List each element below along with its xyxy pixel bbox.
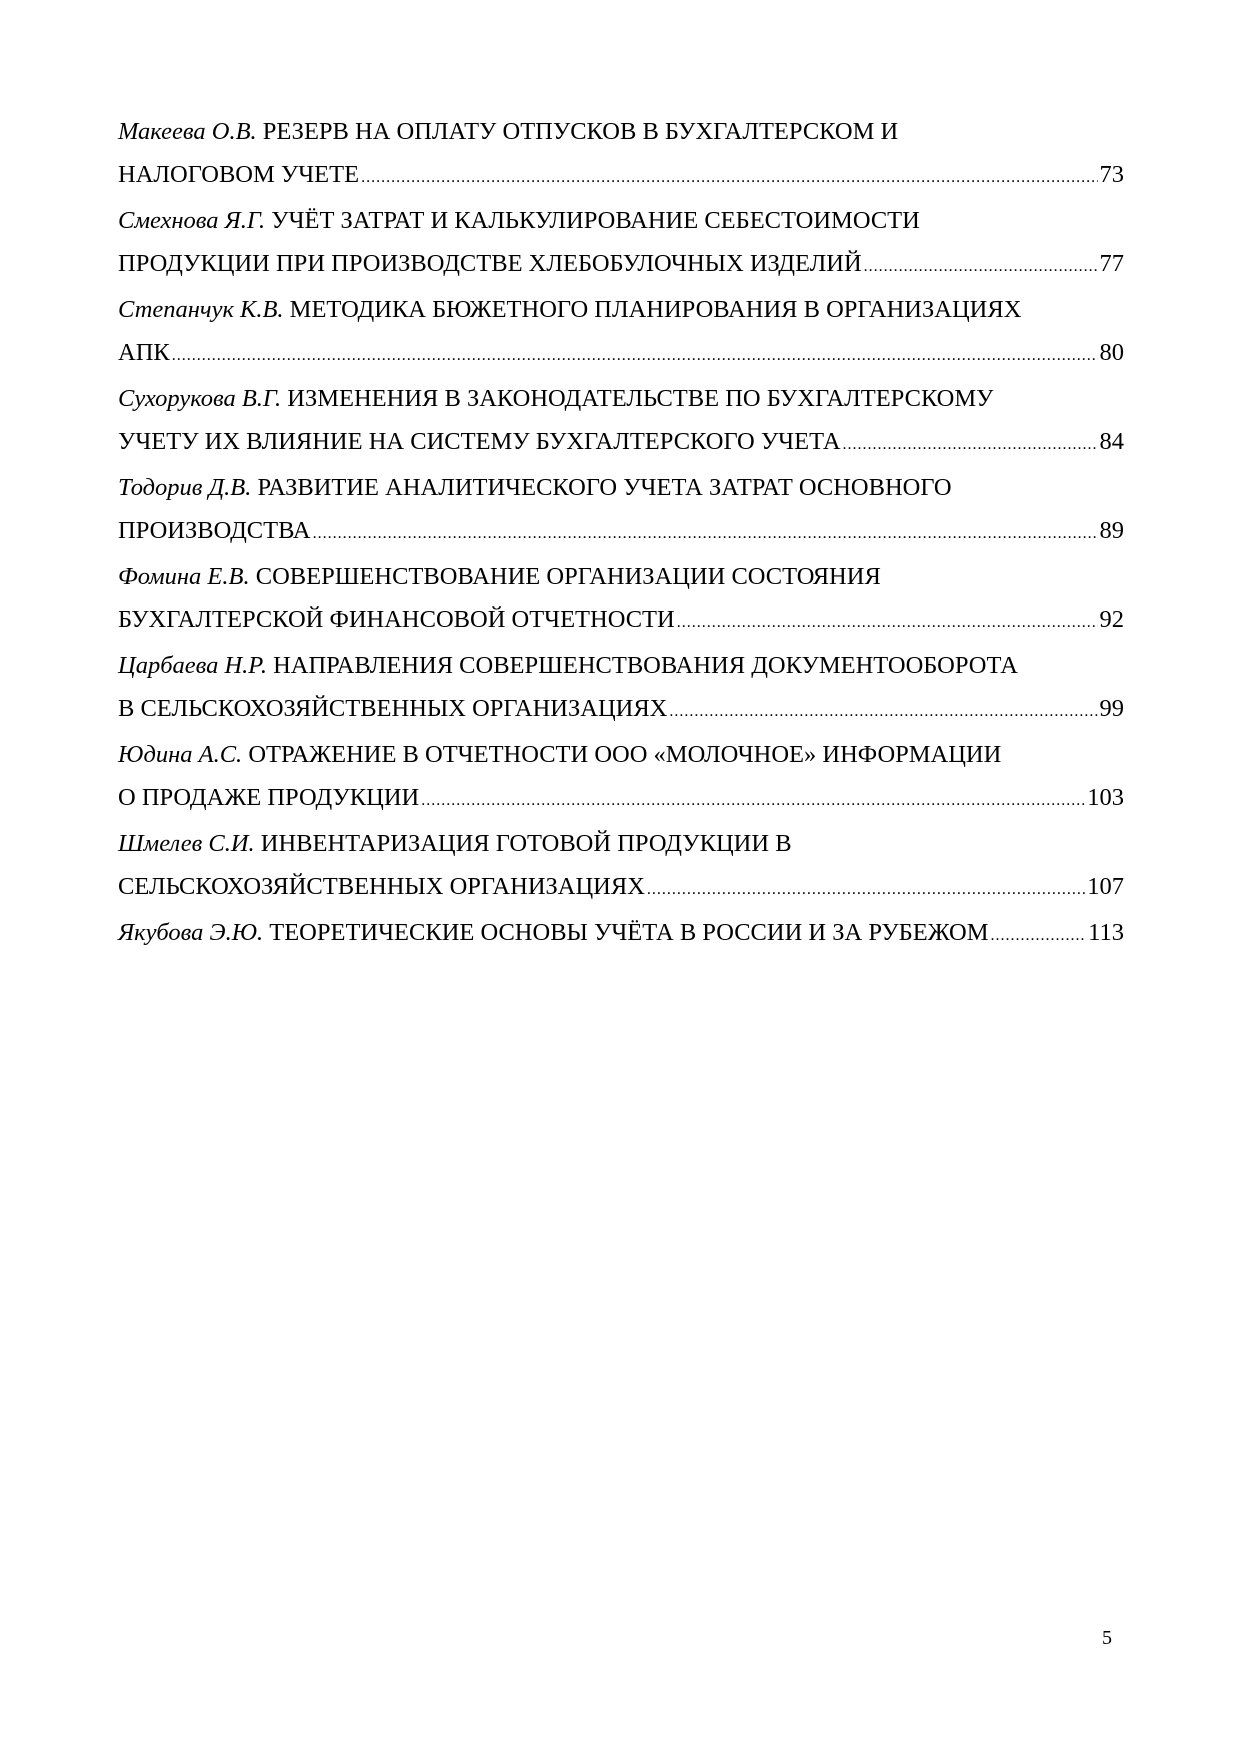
entry-page-number: 84 [1099, 428, 1124, 455]
entry-author: Якубова Э.Ю. [118, 919, 264, 946]
entry-page-number: 89 [1099, 517, 1124, 544]
entry-title-line2: УЧЕТУ ИХ ВЛИЯНИЕ НА СИСТЕМУ БУХГАЛТЕРСКОГО УЧЕТА [118, 428, 841, 455]
entry-page-number: 92 [1099, 606, 1124, 633]
entry-author: Макеева О.В. [118, 118, 257, 145]
toc-entry[interactable] [118, 733, 1124, 822]
entry-title-line1: ОТРАЖЕНИЕ В ОТЧЕТНОСТИ ООО «МОЛОЧНОЕ» ИНФОРМАЦИИ [248, 741, 1002, 768]
entry-title-line2: АПК [118, 339, 170, 366]
entry-author: Шмелев С.И. [118, 830, 255, 857]
dot-leader [677, 601, 1098, 644]
dot-leader [991, 914, 1087, 957]
entry-author: Тодорив Д.В. [118, 474, 252, 501]
entry-author: Сухорукова В.Г. [118, 385, 282, 412]
dot-leader [669, 690, 1097, 733]
entry-title-line1: ИНВЕНТАРИЗАЦИЯ ГОТОВОЙ ПРОДУКЦИИ В [260, 830, 792, 857]
entry-page-number: 99 [1099, 695, 1124, 722]
entry-title-line1: МЕТОДИКА БЮЖЕТНОГО ПЛАНИРОВАНИЯ В ОРГАНИЗАЦИЯХ [289, 296, 1022, 323]
entry-title-line1: РЕЗЕРВ НА ОПЛАТУ ОТПУСКОВ В БУХГАЛТЕРСКОМ И [262, 118, 899, 145]
entry-page-number: 77 [1099, 250, 1124, 277]
entry-author: Смехнова Я.Г. [118, 207, 266, 234]
entry-title-line1: РАЗВИТИЕ АНАЛИТИЧЕСКОГО УЧЕТА ЗАТРАТ ОСНОВНОГО [257, 474, 952, 501]
dot-leader [313, 512, 1098, 555]
entry-title-line2: ТЕОРЕТИЧЕСКИЕ ОСНОВЫ УЧЁТА В РОССИИ И ЗА РУБЕЖОМ [269, 919, 989, 946]
entry-page-number: 73 [1099, 161, 1124, 188]
entry-title-line2: НАЛОГОВОМ УЧЕТЕ [118, 161, 360, 188]
entry-title-line1: ИЗМЕНЕНИЯ В ЗАКОНОДАТЕЛЬСТВЕ ПО БУХГАЛТЕРСКОМУ [287, 385, 994, 412]
entry-page-number: 80 [1099, 339, 1124, 366]
toc-entry[interactable] [118, 199, 1124, 288]
entry-title-line2: СЕЛЬСКОХОЗЯЙСТВЕННЫХ ОРГАНИЗАЦИЯХ [118, 873, 645, 900]
dot-leader [172, 334, 1098, 377]
dot-leader [421, 779, 1085, 822]
toc-entry[interactable] [118, 377, 1124, 466]
toc-entry[interactable] [118, 555, 1124, 644]
entry-page-number: 107 [1087, 873, 1124, 900]
entry-author: Фомина Е.В. [118, 563, 250, 590]
entry-title-line2: В СЕЛЬСКОХОЗЯЙСТВЕННЫХ ОРГАНИЗАЦИЯХ [118, 695, 668, 722]
entry-author: Юдина А.С. [118, 741, 243, 768]
entry-title-line2: О ПРОДАЖЕ ПРОДУКЦИИ [118, 784, 420, 811]
table-of-contents [118, 110, 1124, 957]
dot-leader [647, 868, 1085, 911]
dot-leader [864, 245, 1098, 288]
toc-entry[interactable] [118, 644, 1124, 733]
entry-page-number: 103 [1087, 784, 1124, 811]
entry-author: Царбаева Н.Р. [118, 652, 267, 679]
entry-title-line2: ПРОДУКЦИИ ПРИ ПРОИЗВОДСТВЕ ХЛЕБОБУЛОЧНЫХ ИЗДЕЛИЙ [118, 250, 862, 277]
entry-title-line2: БУХГАЛТЕРСКОЙ ФИНАНСОВОЙ ОТЧЕТНОСТИ [118, 606, 675, 633]
dot-leader [361, 156, 1097, 199]
dot-leader [843, 423, 1098, 466]
page-number: 5 [1102, 1627, 1112, 1649]
toc-entry[interactable] [118, 911, 1124, 957]
entry-author: Степанчук К.В. [118, 296, 284, 323]
toc-entry[interactable] [118, 288, 1124, 377]
toc-entry[interactable] [118, 110, 1124, 199]
entry-title-line1: УЧЁТ ЗАТРАТ И КАЛЬКУЛИРОВАНИЕ СЕБЕСТОИМОСТИ [271, 207, 920, 234]
entry-page-number: 113 [1088, 919, 1124, 946]
entry-title-line2: ПРОИЗВОДСТВА [118, 517, 311, 544]
toc-entry[interactable] [118, 466, 1124, 555]
entry-title-line1: СОВЕРШЕНСТВОВАНИЕ ОРГАНИЗАЦИИ СОСТОЯНИЯ [255, 563, 881, 590]
entry-title-line1: НАПРАВЛЕНИЯ СОВЕРШЕНСТВОВАНИЯ ДОКУМЕНТООБОРОТА [273, 652, 1018, 679]
toc-entry[interactable] [118, 822, 1124, 911]
